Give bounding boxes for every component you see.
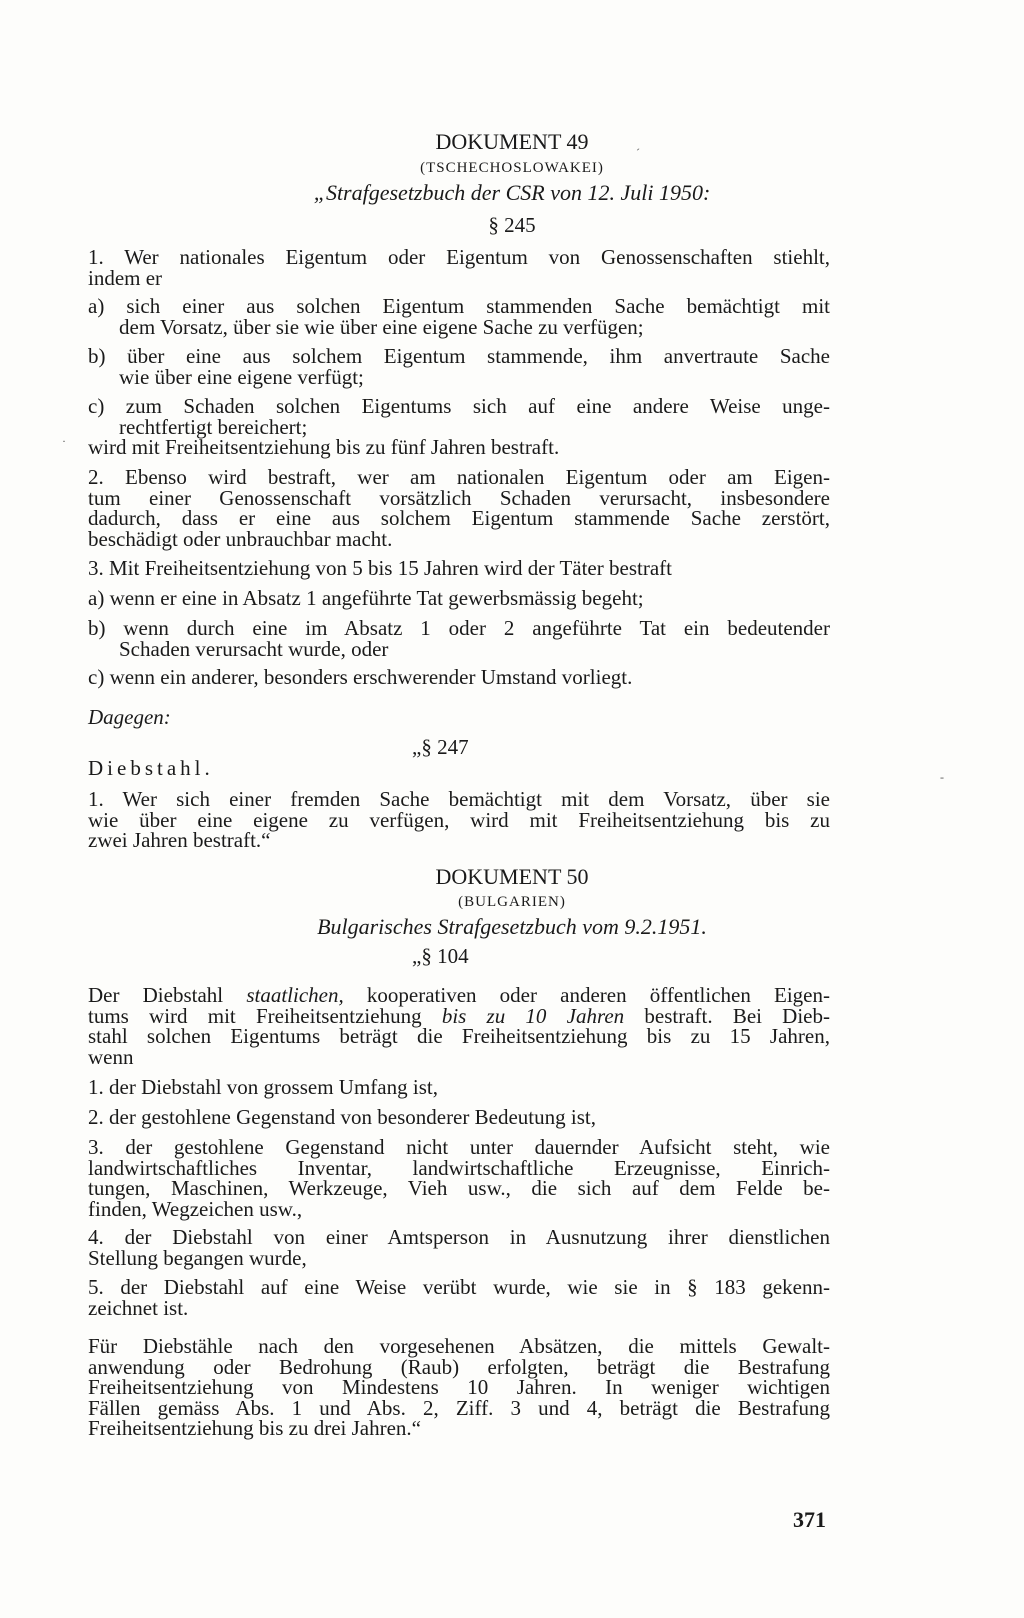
text-line: Freiheitsentziehung bis zu drei Jahren.“: [88, 1416, 421, 1440]
text-line: [88, 1003, 830, 1028]
doc50-closing-paragraph: [88, 1336, 830, 1439]
doc49-item-c: [88, 396, 830, 458]
text-line: [88, 985, 830, 1006]
text-line: a) sich einer aus solchen Eigentum stammenden Sache bemächtigt mit: [88, 294, 830, 318]
text-line: tungen, Maschinen, Werkzeuge, Vieh usw., die sich auf dem Felde be-: [88, 1176, 830, 1200]
doc49-paragraph-3a: [88, 588, 830, 609]
text-line: 5. der Diebstahl auf eine Weise verübt wurde, wie sie in § 183 gekenn-: [88, 1275, 830, 1299]
text-line: tum einer Genossenschaft vorsätzlich Schaden verursacht, insbesondere: [88, 485, 830, 510]
text-run: Der Diebstahl: [88, 983, 247, 1007]
text-line: wie über eine eigene zu verfügen, wird mit Freiheitsentziehung bis zu: [88, 807, 830, 832]
text-line: landwirtschaftliches Inventar, landwirtschaftliche Erzeugnisse, Einrich-: [88, 1155, 830, 1180]
text-run: kooperativen oder anderen öffentlichen Eigen-: [343, 983, 830, 1007]
doc49-paragraph-2: [88, 467, 830, 549]
text-line: dem Vorsatz, über sie wie über eine eigene Sache zu verfügen;: [119, 314, 644, 339]
text-line: Fällen gemäss Abs. 1 und Abs. 2, Ziff. 3 und 4, beträgt die Bestrafung: [88, 1395, 830, 1420]
text-line: beschädigt oder unbrauchbar macht.: [88, 526, 393, 551]
doc49-country: (TSCHECHOSLOWAKEI): [420, 160, 604, 176]
text-line: 1. der Diebstahl von grossem Umfang ist,: [88, 1075, 438, 1099]
text-line: c) wenn ein anderer, besonders erschwerender Umstand vorliegt.: [88, 665, 633, 689]
text-line: wie über eine eigene verfügt;: [119, 364, 364, 389]
text-line: Stellung begangen wurde,: [88, 1245, 307, 1270]
text-line: a) wenn er eine in Absatz 1 angeführte Tat gewerbsmässig begeht;: [88, 586, 644, 610]
text-line: 1. Wer sich einer fremden Sache bemächtigt mit dem Vorsatz, über sie: [88, 787, 830, 811]
text-line: c) zum Schaden solchen Eigentums sich auf eine andere Weise unge-: [88, 394, 830, 418]
doc49-paragraph-1: [88, 247, 830, 288]
text-line: 4. der Diebstahl von einer Amtsperson in Ausnutzung ihrer dienstlichen: [88, 1225, 830, 1249]
text-line: 3. der gestohlene Gegenstand nicht unter dauernder Aufsicht steht, wie: [88, 1135, 830, 1159]
doc50-intro: [88, 985, 830, 1067]
doc49-item-a: [88, 296, 830, 337]
text-line: dadurch, dass er eine aus solchem Eigentum stammende Sache zerstört,: [88, 506, 830, 530]
text-line: zeichnet ist.: [88, 1295, 189, 1320]
doc49-paragraph-3b: [88, 618, 830, 659]
text-run: bis zu 10 Jahren: [441, 1003, 625, 1028]
text-line: wird mit Freiheitsentziehung bis zu fünf Jahren bestraft.: [88, 435, 560, 459]
doc49-paragraph-3c: [88, 667, 830, 688]
text-line: b) wenn durch eine im Absatz 1 oder 2 angeführte Tat ein bedeutender: [88, 616, 830, 640]
text-line: Für Diebstähle nach den vorgesehenen Absätzen, die mittels Gewalt-: [88, 1334, 830, 1358]
text-line: finden, Wegzeichen usw.,: [88, 1196, 303, 1221]
doc49-source: „Strafgesetzbuch der CSR von 12. Juli 1950:: [313, 180, 711, 205]
section-247: „§ 247: [412, 735, 469, 759]
section-104: „§ 104: [412, 944, 469, 968]
page-number: 371: [793, 1507, 826, 1532]
text-line: anwendung oder Bedrohung (Raub) erfolgten, beträgt die Bestrafung: [88, 1354, 830, 1379]
scan-speck: ·: [62, 434, 66, 448]
dagegen-label: Dagegen:: [88, 705, 171, 729]
text-line: 3. Mit Freiheitsentziehung von 5 bis 15 Jahren wird der Täter bestraft: [88, 556, 672, 580]
scan-speck: -: [940, 770, 944, 784]
text-line: 2. der gestohlene Gegenstand von besonderer Bedeutung ist,: [88, 1105, 596, 1129]
text-line: 2. Ebenso wird bestraft, wer am nationalen Eigentum oder am Eigen-: [88, 465, 830, 489]
doc50-source: Bulgarisches Strafgesetzbuch vom 9.2.1951.: [317, 914, 707, 939]
text-line: 1. Wer nationales Eigentum oder Eigentum von Genossenschaften stiehlt,: [88, 245, 830, 269]
text-line: Schaden verursacht wurde, oder: [119, 636, 389, 661]
doc50-item-2: [88, 1107, 830, 1128]
doc49-item-b: [88, 346, 830, 387]
doc50-item-3: [88, 1137, 830, 1219]
doc49-paragraph-3: [88, 558, 830, 579]
text-line: wenn: [88, 1044, 134, 1069]
doc49-heading: DOKUMENT 49: [435, 129, 589, 154]
doc50-heading: DOKUMENT 50: [435, 864, 589, 889]
doc50-item-4: [88, 1227, 830, 1268]
diebstahl-heading: Diebstahl.: [88, 756, 214, 780]
text-line: stahl solchen Eigentums beträgt die Freiheitsentziehung bis zu 15 Jahren,: [88, 1024, 830, 1048]
doc49-section-245: § 245: [488, 213, 536, 237]
text-run: tums wird mit Freiheitsentziehung: [88, 1003, 442, 1028]
section-247-paragraph: [88, 789, 830, 851]
scan-speck: ˊ: [636, 146, 640, 160]
text-line: zwei Jahren bestraft.“: [88, 828, 271, 852]
doc50-item-1: [88, 1077, 830, 1098]
doc50-country: (BULGARIEN): [458, 894, 566, 910]
text-run: bestraft. Bei Dieb-: [624, 1003, 830, 1028]
doc50-item-5: [88, 1277, 830, 1318]
text-run: staatlichen,: [246, 983, 344, 1007]
text-line: rechtfertigt bereichert;: [119, 414, 308, 439]
text-line: b) über eine aus solchem Eigentum stammende, ihm anvertraute Sache: [88, 344, 830, 368]
text-line: indem er: [88, 265, 163, 290]
text-line: Freiheitsentziehung von Mindestens 10 Jahren. In weniger wichtigen: [88, 1375, 830, 1399]
